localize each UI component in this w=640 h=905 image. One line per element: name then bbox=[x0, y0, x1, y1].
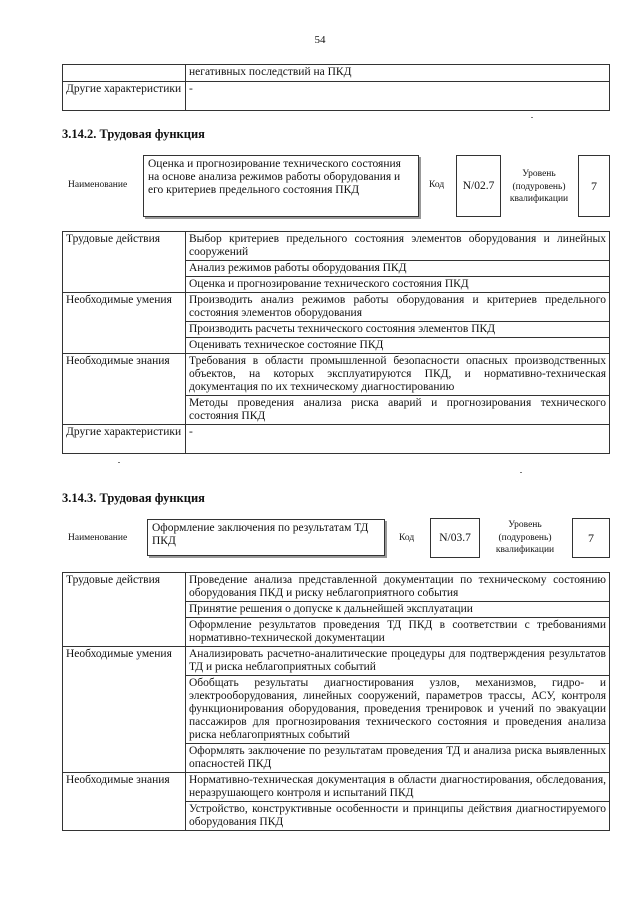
section-heading: 3.14.2. Трудовая функция bbox=[62, 127, 205, 141]
row-item: Производить расчеты технического состояния элементов ПКД bbox=[186, 322, 610, 338]
continuation-table bbox=[62, 64, 610, 111]
code-label: Код bbox=[429, 180, 445, 190]
table-row bbox=[63, 773, 610, 802]
scan-speck bbox=[118, 462, 120, 463]
function-name-box bbox=[147, 519, 385, 556]
row-item: Обобщать результаты диагностирования узлов, механизмов, гидро- и электрооборудования, линейных сооружений, параметров трассы, АСУ, контроля функционирования оборудования, проведения тренировок и учений по эвакуации пассажиров для прогнозирования технического состояния и проведения анализа риска неблагоприятных событий bbox=[186, 676, 610, 744]
row-item: Анализ режимов работы оборудования ПКД bbox=[186, 261, 610, 277]
row-item: Оценка и прогнозирование технического состояния ПКД bbox=[186, 277, 610, 293]
scan-speck bbox=[520, 472, 522, 473]
function-name: Оформление заключения по результатам ТД ПКД bbox=[152, 522, 369, 547]
level-value: 7 bbox=[591, 178, 597, 193]
level-label-line: (подуровень) bbox=[498, 532, 552, 543]
row-label: Другие характеристики bbox=[63, 82, 186, 111]
level-label-line: квалификации bbox=[509, 194, 569, 204]
row-label bbox=[63, 65, 186, 82]
row-item: Устройство, конструктивные особенности и принципы действия диагностируемого оборудования ПКД bbox=[186, 802, 610, 831]
page-number: 54 bbox=[314, 34, 326, 46]
code-box bbox=[430, 518, 480, 558]
row-label: Необходимые знания bbox=[63, 773, 186, 831]
function-table bbox=[62, 572, 610, 831]
row-item: - bbox=[186, 425, 610, 454]
row-item: Требования в области промышленной безопасности опасных производственных объектов, на которых эксплуатируются ПКД, и нормативно-техническая документация по их техническому диагностированию bbox=[186, 354, 610, 396]
row-item: Методы проведения анализа риска аварий и прогнозирования технического состояния ПКД bbox=[186, 396, 610, 425]
table-row bbox=[63, 232, 610, 261]
level-label-line: Уровень bbox=[508, 520, 542, 530]
row-item: Оформлять заключение по результатам проведения ТД и анализа риска выявленных опасностей ПКД bbox=[186, 744, 610, 773]
row-item: негативных последствий на ПКД bbox=[186, 65, 610, 82]
row-item: Производить анализ режимов работы оборудования и критериев предельного состояния элементов оборудования bbox=[186, 293, 610, 322]
row-item: - bbox=[186, 82, 610, 111]
row-item: Выбор критериев предельного состояния элементов оборудования и линейных сооружений bbox=[186, 232, 610, 261]
name-label: Наименование bbox=[68, 180, 128, 190]
level-label bbox=[486, 519, 564, 557]
code-label: Код bbox=[399, 533, 415, 543]
row-label: Трудовые действия bbox=[63, 232, 186, 293]
row-label: Трудовые действия bbox=[63, 573, 186, 647]
level-box bbox=[578, 155, 610, 217]
level-label-line: квалификации bbox=[495, 545, 555, 555]
row-item: Анализировать расчетно-аналитические процедуры для подтверждения результатов ТД и риска неблагоприятных событий bbox=[186, 647, 610, 676]
name-label: Наименование bbox=[68, 533, 128, 543]
row-item: Оформление результатов проведения ТД ПКД в соответствии с требованиями нормативно-технической документации bbox=[186, 618, 610, 647]
table-row bbox=[63, 354, 610, 396]
code-value: N/02.7 bbox=[462, 180, 495, 192]
table-row bbox=[63, 65, 610, 82]
level-value: 7 bbox=[588, 530, 594, 545]
level-label-line: Уровень bbox=[522, 169, 556, 179]
code-value: N/03.7 bbox=[439, 532, 471, 544]
section-heading: 3.14.3. Трудовая функция bbox=[62, 491, 205, 505]
function-name: Оценка и прогнозирование технического состояния на основе анализа режимов работы оборудования и его критериев предельного состояния ПКД bbox=[148, 158, 401, 196]
level-label-line: (подуровень) bbox=[512, 181, 566, 192]
row-label: Необходимые знания bbox=[63, 354, 186, 425]
table-row bbox=[63, 647, 610, 676]
row-label: Необходимые умения bbox=[63, 293, 186, 354]
row-item: Нормативно-техническая документация в области диагностирования, обследования, неразрушающего контроля и испытаний ПКД bbox=[186, 773, 610, 802]
function-table bbox=[62, 231, 610, 454]
level-label bbox=[502, 168, 576, 206]
row-item: Оценивать техническое состояние ПКД bbox=[186, 338, 610, 354]
table-row bbox=[63, 425, 610, 454]
scan-speck bbox=[531, 117, 533, 118]
code-box bbox=[456, 155, 501, 217]
table-row bbox=[63, 293, 610, 322]
function-name-box bbox=[143, 155, 419, 217]
table-row bbox=[63, 573, 610, 602]
level-box bbox=[572, 518, 610, 558]
row-item: Проведение анализа представленной документации по техническому состоянию оборудования ПКД и риску неблагоприятного события bbox=[186, 573, 610, 602]
row-label: Необходимые умения bbox=[63, 647, 186, 773]
row-item: Принятие решения о допуске к дальнейшей эксплуатации bbox=[186, 602, 610, 618]
row-label: Другие характеристики bbox=[63, 425, 186, 454]
table-row bbox=[63, 82, 610, 111]
